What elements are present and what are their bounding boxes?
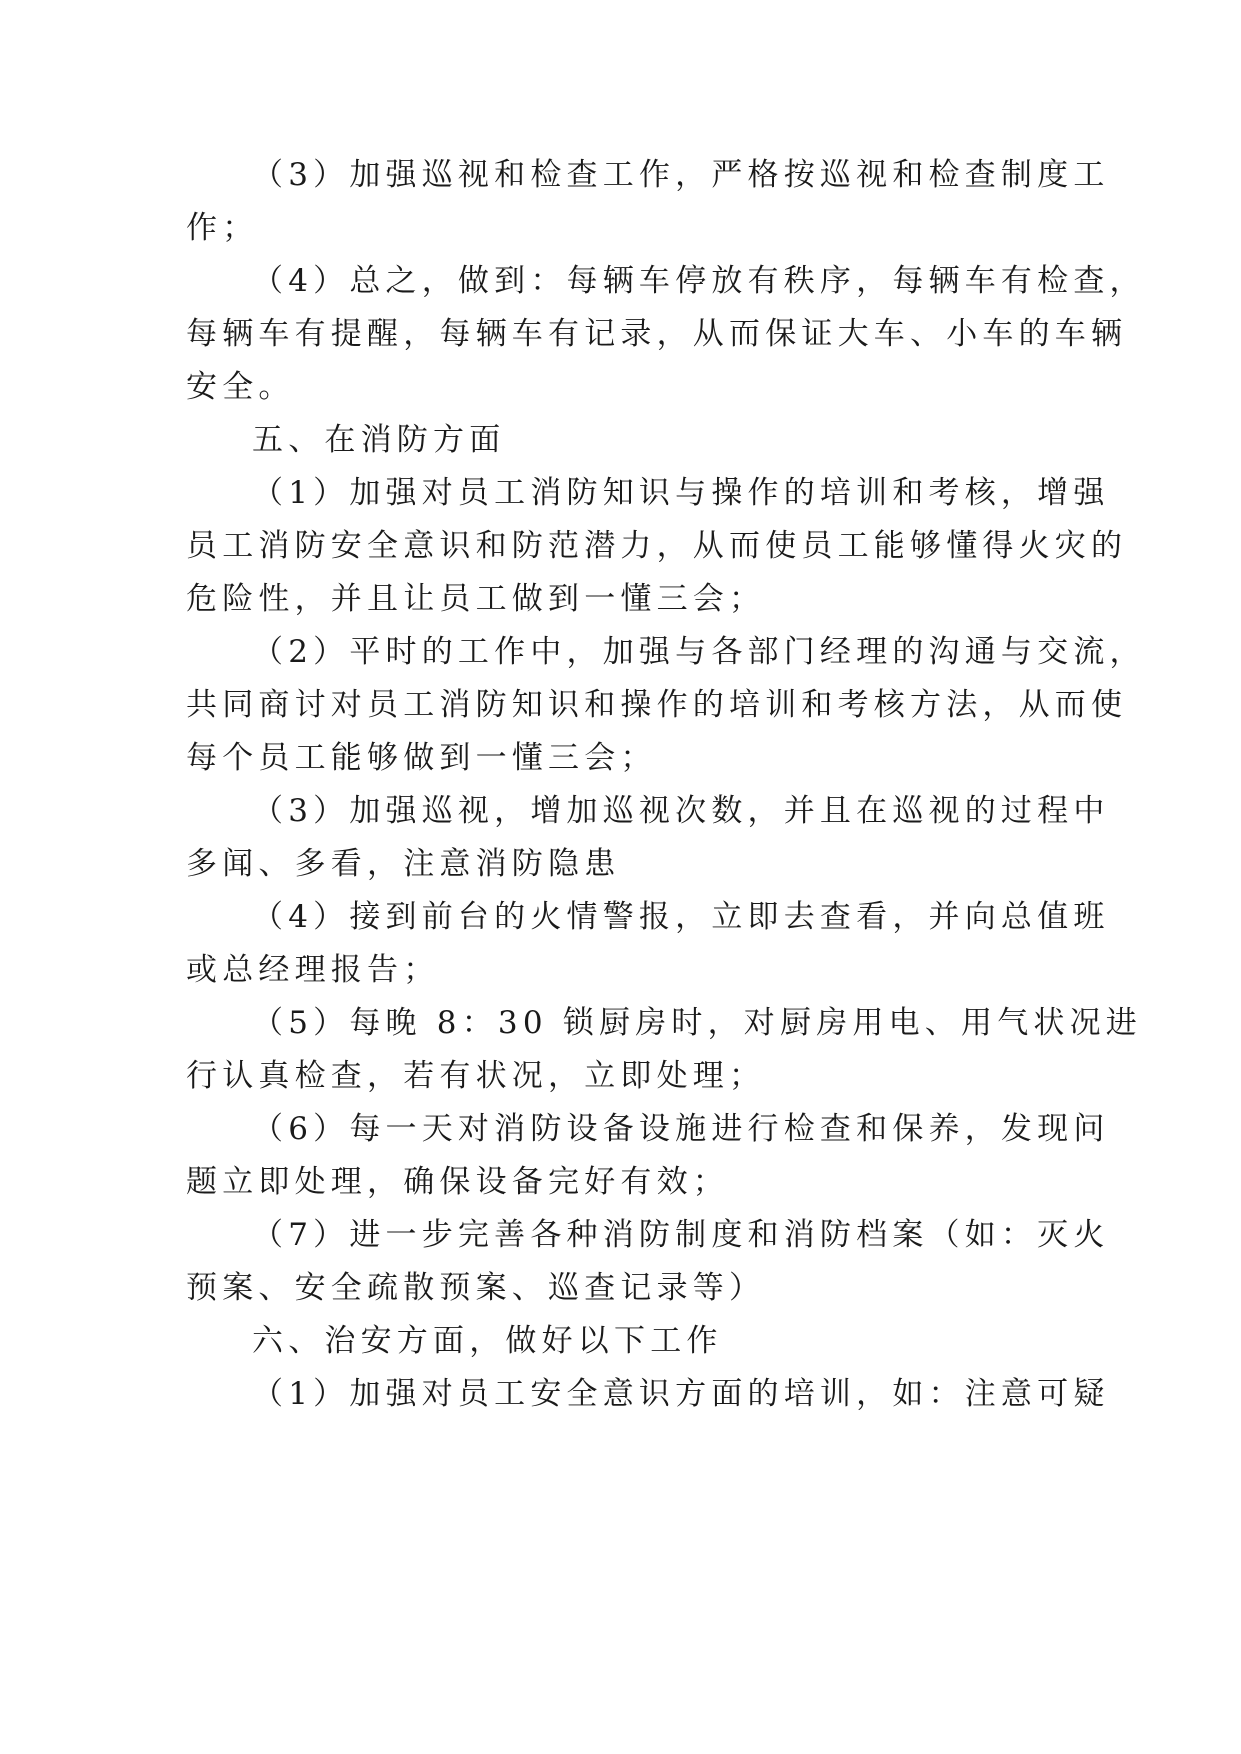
paragraph-line: （6）每一天对消防设备设施进行检查和保养，发现问 [252,1111,1110,1147]
paragraph-line: 预案、安全疏散预案、巡查记录等） [186,1270,766,1306]
paragraph-line: （4）接到前台的火情警报，立即去查看，并向总值班 [252,899,1110,935]
paragraph-line: （3）加强巡视，增加巡视次数，并且在巡视的过程中 [252,793,1110,829]
paragraph-line: （7）进一步完善各种消防制度和消防档案（如：灭火 [252,1217,1110,1253]
paragraph-line: 多闻、多看，注意消防隐患 [186,846,621,882]
paragraph-line: （1）加强对员工消防知识与操作的培训和考核，增强 [252,475,1110,511]
section-heading: 五、在消防方面 [252,422,506,458]
paragraph-line: （1）加强对员工安全意识方面的培训，如：注意可疑 [252,1376,1110,1412]
paragraph-line: 安全。 [186,369,295,405]
paragraph-line: （2）平时的工作中，加强与各部门经理的沟通与交流， [252,634,1146,670]
section-heading: 六、治安方面，做好以下工作 [252,1323,723,1359]
paragraph-line: 作； [186,210,259,246]
paragraph-line: 员工消防安全意识和防范潜力，从而使员工能够懂得火灾的 [186,528,1128,564]
paragraph-line: （3）加强巡视和检查工作，严格按巡视和检查制度工 [252,157,1110,193]
paragraph-line: 或总经理报告； [186,952,440,988]
paragraph-line: 共同商讨对员工消防知识和操作的培训和考核方法，从而使 [186,687,1128,723]
paragraph-line: （5）每晚 8：30 锁厨房时，对厨房用电、用气状况进 [252,1005,1142,1041]
paragraph-line: 危险性，并且让员工做到一懂三会； [186,581,766,617]
paragraph-line: 行认真检查，若有状况，立即处理； [186,1058,766,1094]
paragraph-line: 每个员工能够做到一懂三会； [186,740,657,776]
paragraph-line: 题立即处理，确保设备完好有效； [186,1164,729,1200]
paragraph-line: 每辆车有提醒，每辆车有记录，从而保证大车、小车的车辆 [186,316,1128,352]
paragraph-line: （4）总之，做到：每辆车停放有秩序，每辆车有检查， [252,263,1146,299]
